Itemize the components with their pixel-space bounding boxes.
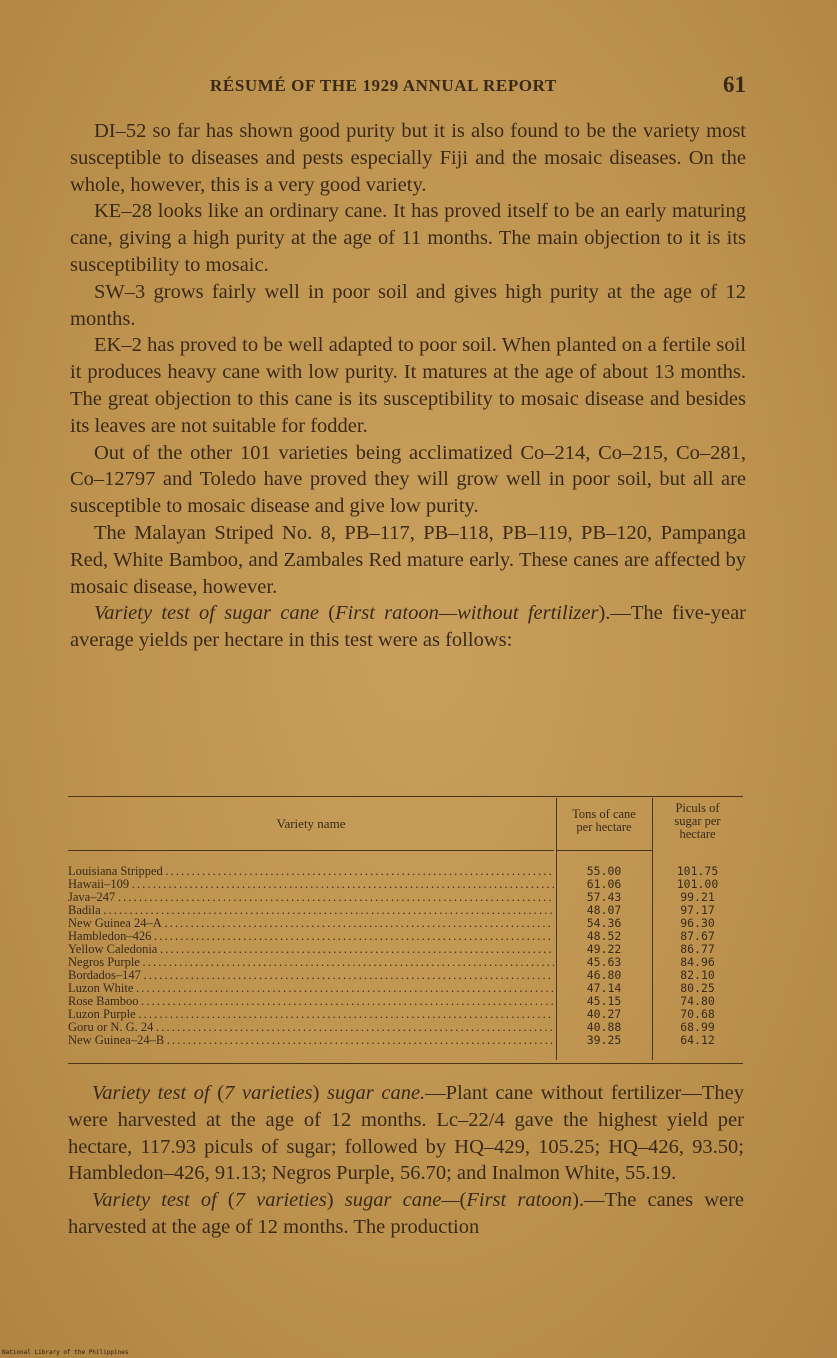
table-row — [68, 891, 743, 904]
variety-name-cell: Yellow Caledonia . . . — [68, 943, 554, 956]
variety-name-cell: New Guinea–24–B . . . — [68, 1034, 554, 1047]
variety-test-qualifier: First ratoon—without fertilizer — [335, 602, 599, 625]
piculs-cell: 70.68 — [680, 1007, 715, 1021]
piculs-cell: 101.75 — [676, 864, 719, 878]
piculs-cell: 86.77 — [680, 942, 715, 956]
variety-test-text: .—The five-year average yields per hectare in this test were as follows: — [70, 602, 747, 652]
variety-test-heading: Variety test of sugar cane — [94, 602, 319, 625]
header-line: Tons of cane — [572, 807, 636, 821]
piculs-cell: 64.12 — [680, 1033, 715, 1047]
page-header — [70, 74, 750, 104]
paragraph-other-varieties: Out of the other 101 varieties being acclimatized Co–214, Co–215, Co–281, Co–12797 and Toledo have proved they will grow well in poor soil, but all are susceptible to mosaic disease and give low purity. — [70, 441, 746, 518]
paragraph-malayan-striped: The Malayan Striped No. 8, PB–117, PB–118, PB–119, PB–120, Pampanga Red, White Bamboo, and Zambales Red mature early. These canes are affected by mosaic disease, however. — [70, 521, 746, 598]
tons-cell: 48.07 — [586, 903, 622, 917]
tons-cell: 45.15 — [586, 994, 622, 1008]
table-row — [68, 1008, 743, 1021]
table-row — [68, 969, 743, 982]
header-rule — [557, 850, 652, 851]
header-line: per hectare — [576, 820, 632, 834]
variety-name-cell: Hawaii–109 . . . — [68, 878, 554, 891]
italic-heading: Variety test of — [92, 1082, 210, 1104]
tons-cell: 48.52 — [586, 929, 622, 943]
tons-cell: 57.43 — [586, 890, 622, 904]
piculs-cell: 87.67 — [680, 929, 715, 943]
italic-heading: sugar cane. — [327, 1082, 426, 1104]
italic-qualifier: 7 varieties — [234, 1189, 327, 1212]
variety-name-cell: Hambledon–426 . . . — [68, 930, 554, 943]
paragraph-text: .—The canes were harvested at the age of 12 months. The production — [68, 1189, 745, 1238]
piculs-cell: 74.80 — [680, 994, 715, 1008]
column-header-variety: Variety name — [276, 816, 346, 831]
tons-cell: 45.63 — [586, 955, 622, 969]
table-row — [68, 943, 743, 956]
table-row — [68, 1021, 743, 1034]
tons-cell: 40.27 — [586, 1007, 622, 1021]
piculs-cell: 84.96 — [680, 955, 715, 969]
header-line: sugar per — [674, 814, 721, 828]
piculs-cell: 97.17 — [680, 903, 715, 917]
yield-table — [68, 796, 743, 1064]
table-row — [68, 865, 743, 878]
variety-name-cell: Rose Bamboo . . . — [68, 995, 554, 1008]
header-line: Piculs of — [675, 801, 720, 815]
variety-name-cell: Goru or N. G. 24 . . . — [68, 1021, 554, 1034]
variety-name-cell: New Guinea 24–A . . . — [68, 917, 554, 930]
italic-heading: sugar cane— — [344, 1189, 460, 1212]
paragraph-variety-test-ratoon: Variety test of sugar cane (First ratoon—without fertilizer).—The five-year average yields per hectare in this test were as follows: — [70, 602, 747, 652]
column-header-tons — [556, 808, 652, 834]
table-row — [68, 930, 743, 943]
italic-qualifier: 7 varieties — [224, 1082, 313, 1104]
paragraph-di52: DI–52 so far has shown good purity but it is also found to be the variety most susceptible to diseases and pests especially Fiji and the mosaic diseases. On the whole, however, this is a very good variety. — [70, 120, 746, 196]
variety-name-cell: Luzon Purple . . . — [68, 1008, 554, 1021]
running-title: RÉSUMÉ OF THE 1929 ANNUAL REPORT — [210, 76, 557, 95]
body-text-upper — [70, 118, 746, 654]
tons-cell: 40.88 — [586, 1020, 622, 1034]
table-row — [68, 878, 743, 891]
table-row — [68, 917, 743, 930]
piculs-cell: 96.30 — [680, 916, 715, 930]
tons-cell: 61.06 — [586, 877, 622, 891]
piculs-cell: 80.25 — [680, 981, 715, 995]
table-top-rule — [68, 796, 743, 797]
piculs-cell: 99.21 — [680, 890, 715, 904]
paragraph-variety-test-first-ratoon: Variety test of (7 varieties) sugar cane—(First ratoon).—The canes were harvested at the age of 12 months. The production — [68, 1189, 745, 1238]
piculs-cell: 68.99 — [680, 1020, 715, 1034]
library-credit: National Library of the Philippines — [2, 1349, 129, 1356]
paragraph-text: —Plant cane without fertilizer—They were harvested at the age of 12 months. Lc–22/4 gave the highest yield per hectare, 117.93 piculs of sugar; followed by HQ–429, 105.25; HQ–426, 93.50; Hambledon–426, 91.13; Negros Purple, 56.70; and Inalmon White, 55.19. — [68, 1082, 745, 1185]
paragraph-ke28: KE–28 looks like an ordinary cane. It has proved itself to be an early maturing cane, giving a high purity at the age of 11 months. The main objection to it is its susceptibility to mosaic. — [70, 200, 746, 276]
variety-name-cell: Luzon White . . . — [68, 982, 554, 995]
table-row — [68, 982, 743, 995]
variety-name-cell: Louisiana Stripped . . . — [68, 865, 554, 878]
italic-heading: Variety test of — [92, 1189, 217, 1212]
variety-name-cell: Badila . . . — [68, 904, 554, 917]
variety-name-cell: Java–247 . . . — [68, 891, 554, 904]
table-row — [68, 995, 743, 1008]
tons-cell: 39.25 — [586, 1033, 622, 1047]
paragraph-ek2: EK–2 has proved to be well adapted to poor soil. When planted on a fertile soil it produces heavy cane with low purity. It matures at the age of about 13 months. The great objection to this cane is its susceptibility to mosaic disease and besides its leaves are not suitable for fodder. — [70, 334, 746, 437]
table-row — [68, 904, 743, 917]
piculs-cell: 101.00 — [676, 877, 719, 891]
piculs-cell: 82.10 — [680, 968, 715, 982]
tons-cell: 46.80 — [586, 968, 622, 982]
header-line: hectare — [679, 827, 716, 841]
variety-name-cell: Negros Purple . . . — [68, 956, 554, 969]
header-rule — [68, 850, 554, 851]
paragraph-variety-test-plant-cane: Variety test of (7 varieties) sugar cane.—Plant cane without fertilizer—They were harvested at the age of 12 months. Lc–22/4 gave the highest yield per hectare, 117.93 piculs of sugar; followed by HQ–429, 105.25; HQ–426, 93.50; Hambledon–426, 91.13; Negros Purple, 56.70; and Inalmon White, 55.19. — [68, 1082, 745, 1185]
page-number: 61 — [723, 72, 746, 97]
italic-qualifier: First ratoon — [466, 1189, 573, 1212]
body-text-lower — [68, 1080, 744, 1241]
tons-cell: 49.22 — [586, 942, 622, 956]
tons-cell: 55.00 — [586, 864, 622, 878]
table-row — [68, 1034, 743, 1047]
paragraph-sw3: SW–3 grows fairly well in poor soil and gives high purity at the age of 12 months. — [70, 280, 746, 330]
table-row — [68, 956, 743, 969]
variety-name-cell: Bordados–147 . . . — [68, 969, 554, 982]
table-bottom-rule — [68, 1063, 743, 1064]
column-header-piculs — [652, 802, 743, 841]
table-body — [68, 865, 743, 1047]
tons-cell: 54.36 — [586, 916, 622, 930]
tons-cell: 47.14 — [586, 981, 622, 995]
